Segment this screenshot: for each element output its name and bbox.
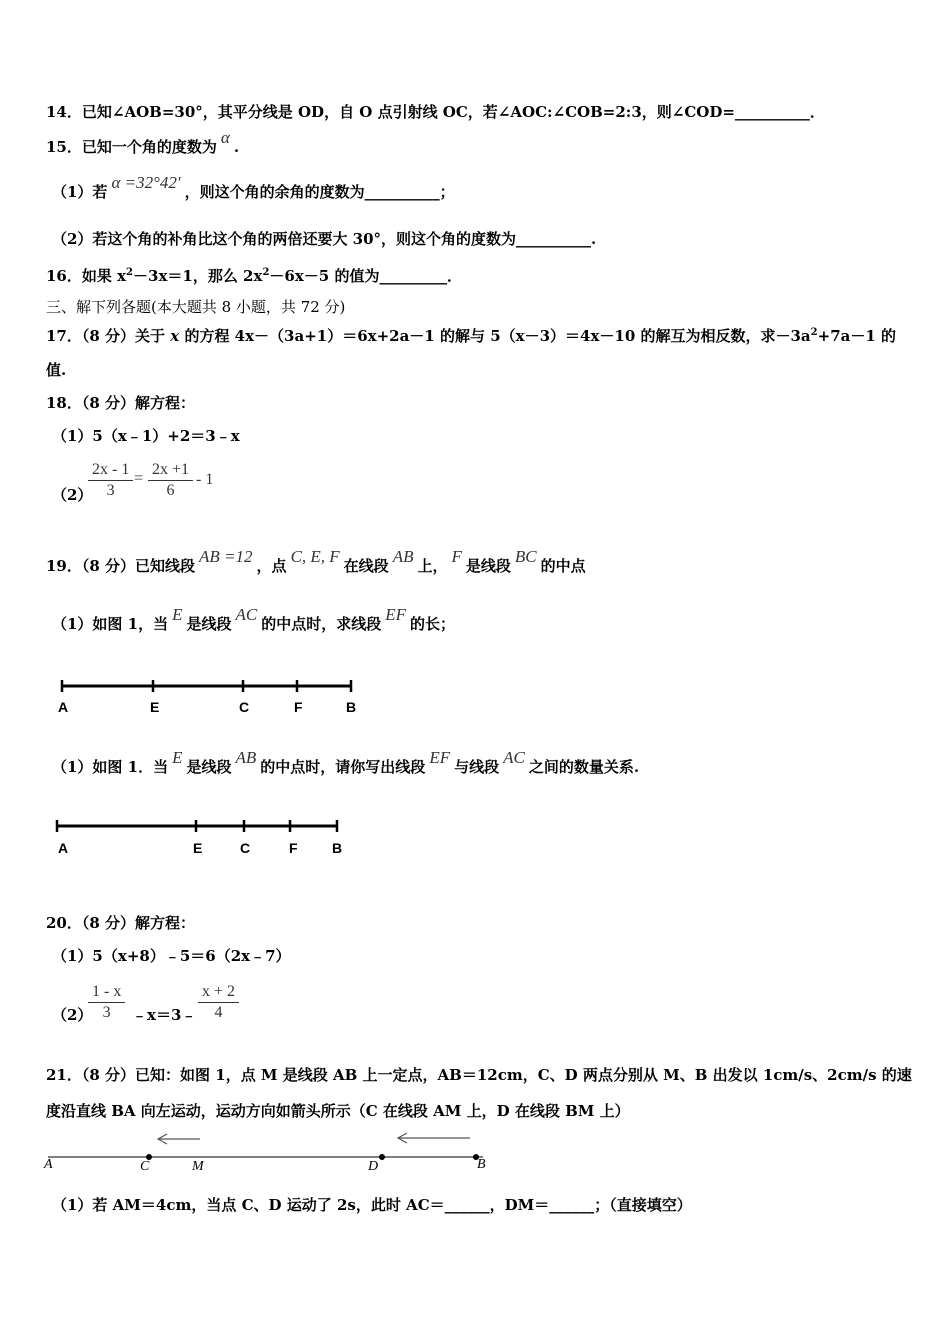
fraction-3: $\frac{1 - x}{3}$	[88, 982, 125, 1023]
question-19-part-2: （1）如图 1．当 E 是线段 AB 的中点时，请你写出线段 EF 与线段 AC 之间的数量关系.	[52, 748, 640, 776]
question-18-part-1: （1）5（x﹣1）+2＝3﹣x	[52, 427, 240, 445]
question-15-part-1: （1）若 α =32°42′ ，则这个角的余角的度数为__________；	[52, 173, 455, 201]
alpha-value: α =32°42′	[111, 173, 181, 192]
question-19-part-1: （1）如图 1，当 E 是线段 AC 的中点时，求线段 EF 的长；	[52, 605, 456, 633]
fig2-label-c: C	[240, 840, 251, 856]
question-15-part-2: （2）若这个角的补角比这个角的两倍还要大 30°，则这个角的度数为__________.	[52, 230, 597, 248]
fraction-4: $\frac{x + 2}{4}$	[198, 982, 239, 1023]
question-21-line-2: 度沿直线 BA 向左运动，运动方向如箭头所示（C 在线段 AM 上，D 在线段 BM 上）	[46, 1102, 630, 1120]
question-18-title: 18．（8 分）解方程：	[46, 394, 196, 412]
fig3-label-b: B	[477, 1157, 486, 1172]
fig1-label-f: F	[294, 699, 303, 715]
minus-one: - 1	[196, 471, 214, 488]
question-20-middle: ﹣x＝3﹣	[132, 1006, 197, 1024]
fraction-2: $\frac{2x +1}{6}$	[148, 460, 193, 501]
fig3-label-d: D	[368, 1159, 379, 1174]
question-21-line-1: 21．（8 分）已知：如图 1，点 M 是线段 AB 上一定点，AB＝12cm，C、D 两点分别从 M、B 出发以 1cm/s、2cm/s 的速	[46, 1066, 912, 1084]
fig2-label-a: A	[58, 840, 69, 856]
question-17: 17．（8 分）关于 x 的方程 4x－（3a+1）＝6x+2a－1 的解与 5（x－3）＝4x－10 的解互为相反数，求$-3a^2+7a-1$ 的	[46, 327, 897, 345]
equals-sign: =	[134, 470, 144, 487]
question-16: 16．如果 $x^2-3x=1$，那么 $2x^2-6x-5$ 的值为_________．	[46, 267, 462, 285]
fig3-label-c: C	[140, 1159, 150, 1174]
fraction-1: $\frac{2x - 1}{3}$	[88, 460, 133, 501]
fig2-label-b: B	[332, 840, 343, 856]
fig1-label-a: A	[58, 699, 69, 715]
question-17-line-2: 值.	[46, 361, 67, 379]
alpha-symbol: α	[220, 128, 230, 147]
fig1-label-e: E	[150, 699, 160, 715]
question-18-part-2-label: （2）	[52, 486, 93, 504]
fig1-label-c: C	[239, 699, 250, 715]
fig2-label-f: F	[289, 840, 298, 856]
section-3-title: 三、解下列各题(本大题共 8 小题，共 72 分)	[46, 298, 346, 316]
fig3-label-a: A	[44, 1157, 53, 1172]
question-19: 19．（8 分）已知线段 AB =12 ，点 C, E, F 在线段 AB 上， F 是线段 BC 的中点	[46, 547, 586, 575]
question-21-part-1: （1）若 AM＝4cm，当点 C、D 运动了 2s，此时 AC＝______，DM＝______；（直接填空）	[52, 1196, 692, 1214]
question-15-stem: 15．已知一个角的度数为 α .	[46, 128, 240, 156]
fig1-label-b: B	[346, 699, 357, 715]
question-20-title: 20．（8 分）解方程：	[46, 914, 196, 932]
fig3-label-m: M	[192, 1159, 204, 1174]
question-14: 14．已知∠AOB=30°，其平分线是 OD，自 O 点引射线 OC，若∠AOC:∠COB=2:3，则∠COD=__________．	[46, 103, 825, 121]
question-20-part-2-label: （2）	[52, 1006, 93, 1024]
question-20-part-1: （1）5（x+8）﹣5＝6（2x﹣7）	[52, 947, 291, 965]
fig2-label-e: E	[193, 840, 203, 856]
